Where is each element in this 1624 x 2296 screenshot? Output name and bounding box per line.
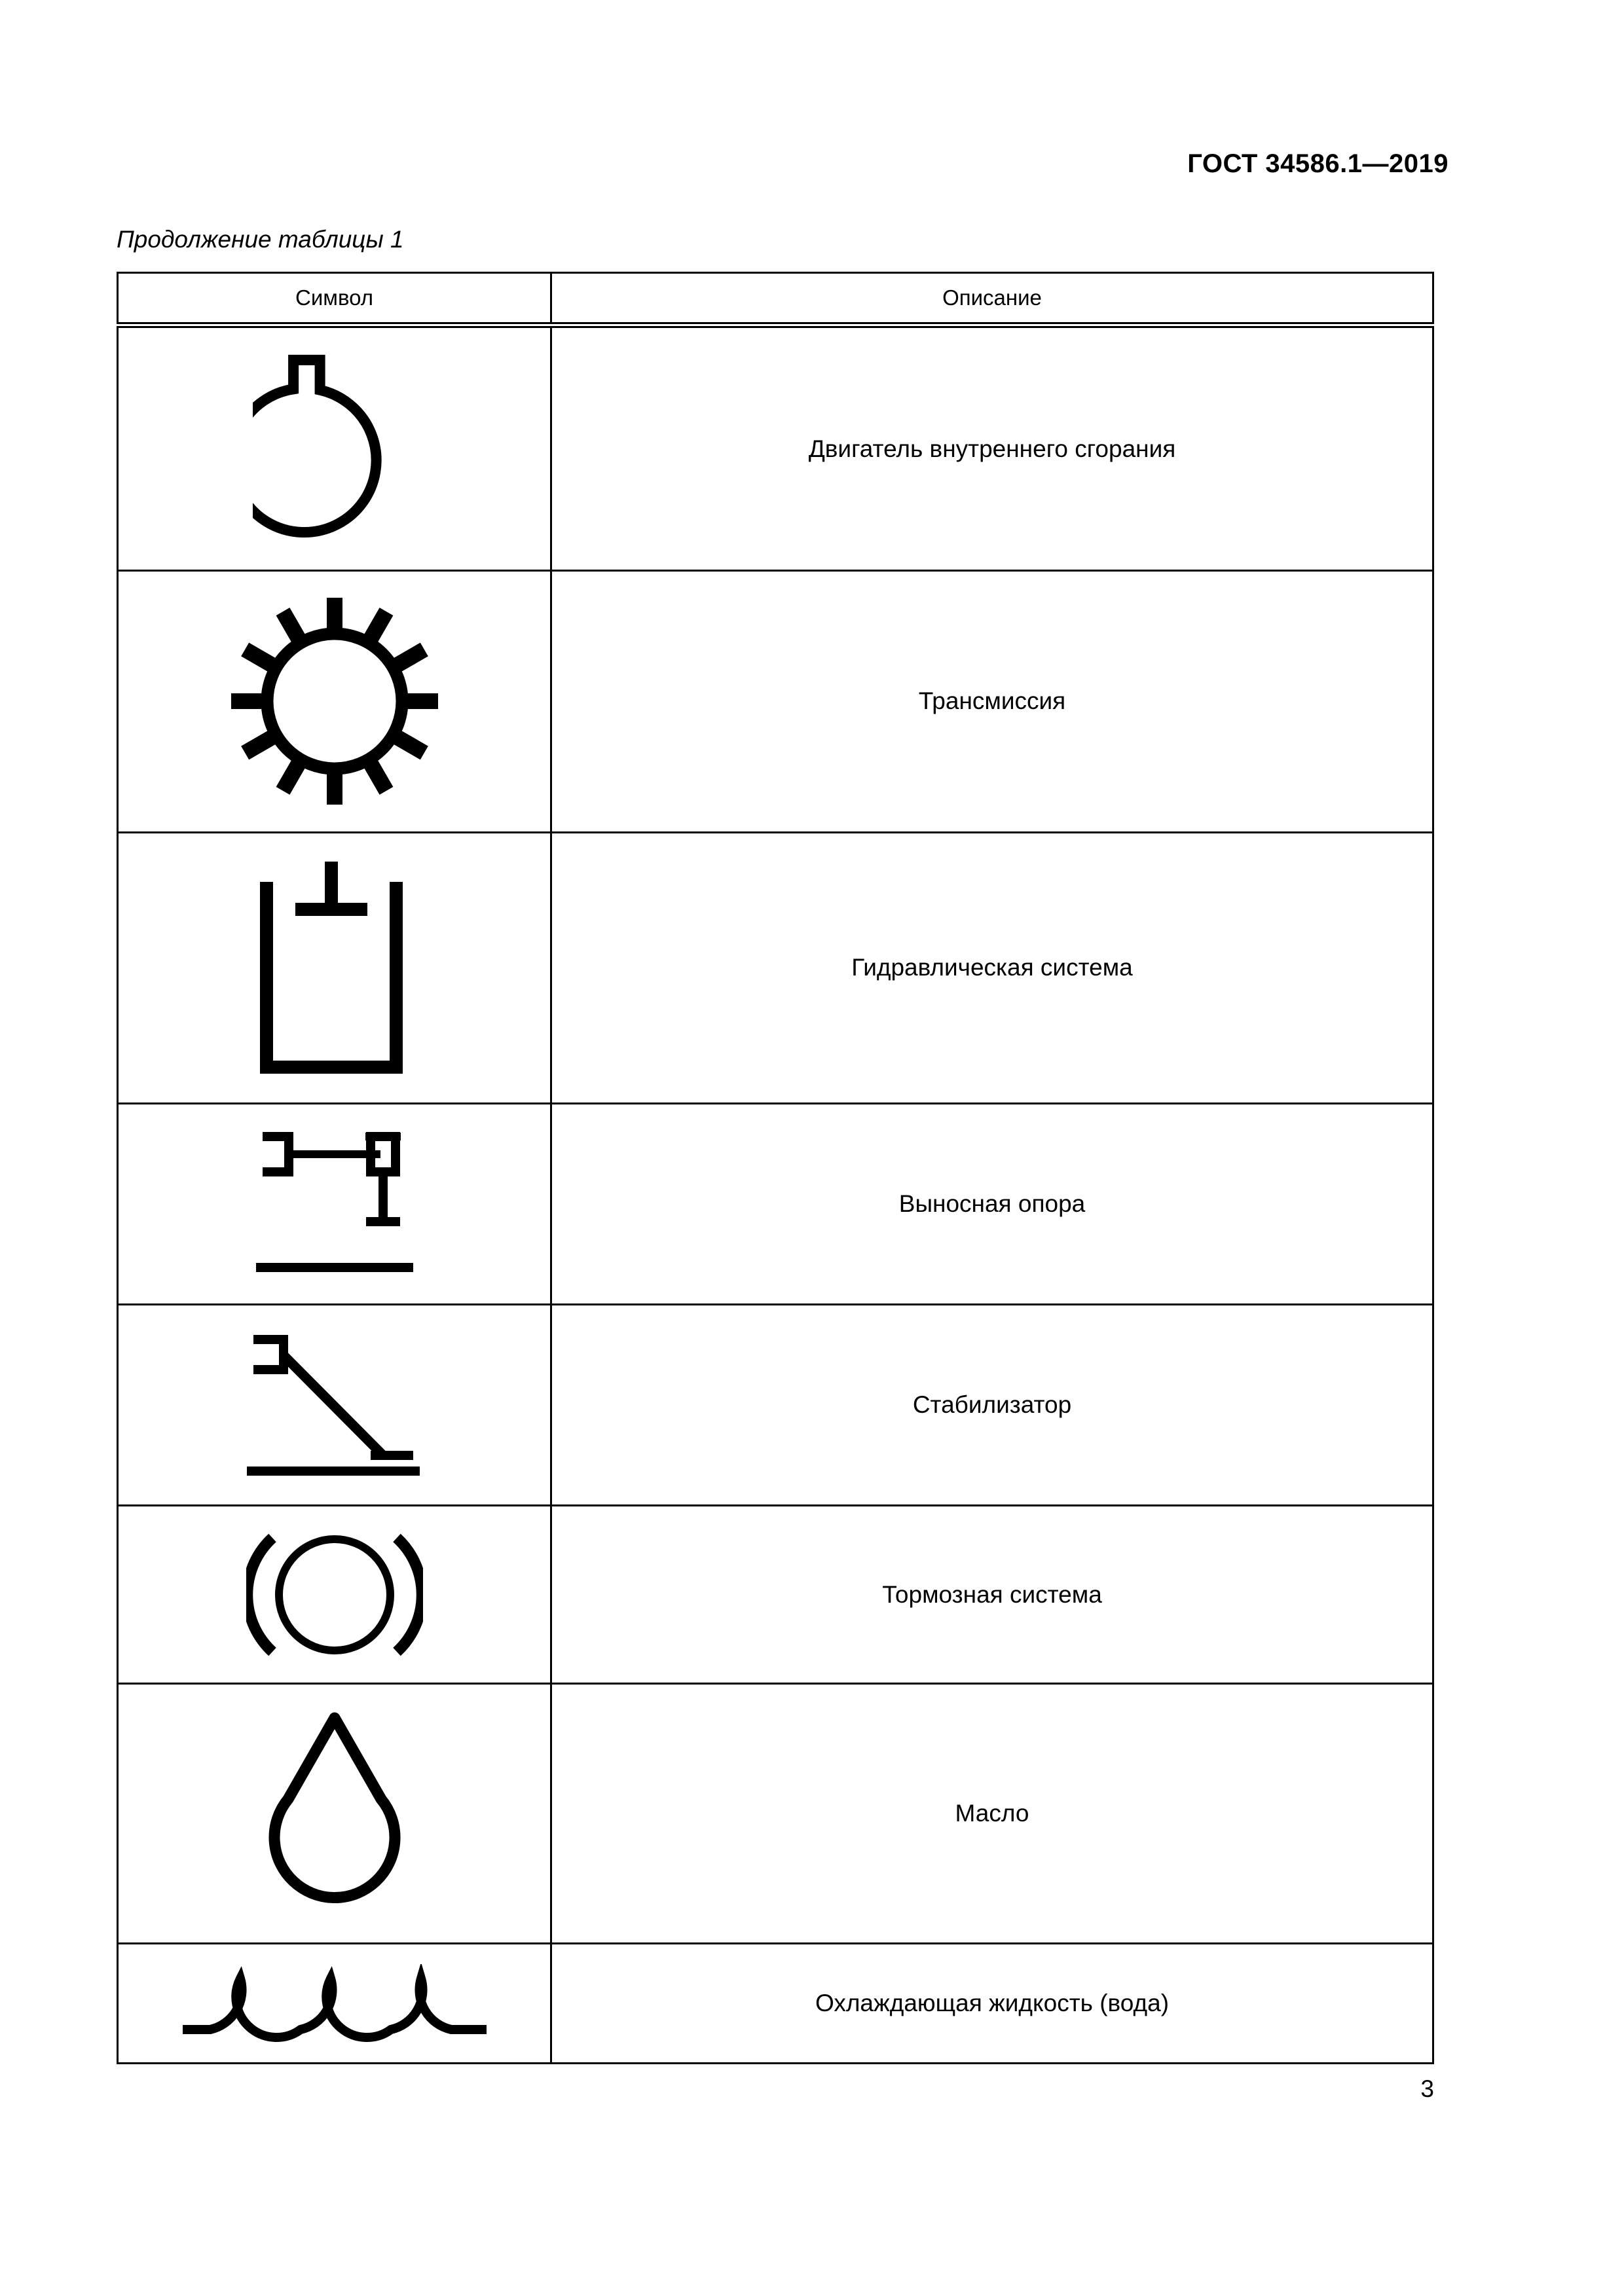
symbol-cell bbox=[118, 1944, 551, 2064]
gear-icon bbox=[230, 596, 439, 806]
table-row bbox=[118, 1506, 1433, 1684]
outrigger-icon bbox=[249, 1129, 420, 1279]
symbol-cell bbox=[118, 1103, 551, 1304]
column-header-description: Описание bbox=[551, 273, 1433, 325]
symbol-cell bbox=[118, 1684, 551, 1944]
engine-icon bbox=[253, 354, 416, 544]
document-code: ГОСТ 34586.1—2019 bbox=[1187, 149, 1449, 178]
description-cell: Выносная опора bbox=[551, 1103, 1433, 1304]
description-cell: Охлаждающая жидкость (вода) bbox=[551, 1944, 1433, 2064]
table-row bbox=[118, 1103, 1433, 1304]
table-row bbox=[118, 832, 1433, 1103]
stabilizer-icon bbox=[243, 1326, 426, 1484]
symbol-cell bbox=[118, 1304, 551, 1505]
description-cell: Масло bbox=[551, 1684, 1433, 1944]
description-cell: Тормозная система bbox=[551, 1506, 1433, 1684]
description-cell: Гидравлическая система bbox=[551, 832, 1433, 1103]
page-number: 3 bbox=[1420, 2075, 1434, 2102]
coolant-waves-icon bbox=[177, 1964, 492, 2043]
table-caption: Продолжение таблицы 1 bbox=[117, 226, 404, 253]
oil-drop-icon bbox=[259, 1709, 410, 1918]
description-cell: Трансмиссия bbox=[551, 570, 1433, 832]
table-header-row bbox=[118, 273, 1433, 325]
description-cell: Стабилизатор bbox=[551, 1304, 1433, 1505]
description-cell: Двигатель внутреннего сгорания bbox=[551, 325, 1433, 571]
hydraulic-cylinder-icon bbox=[259, 860, 410, 1076]
table-row bbox=[118, 325, 1433, 571]
table-row bbox=[118, 1944, 1433, 2064]
table-row bbox=[118, 1304, 1433, 1505]
symbol-cell bbox=[118, 325, 551, 571]
symbol-cell bbox=[118, 570, 551, 832]
symbols-table bbox=[117, 272, 1434, 2064]
table-row bbox=[118, 1684, 1433, 1944]
symbol-cell bbox=[118, 832, 551, 1103]
brake-icon bbox=[246, 1526, 423, 1664]
table-row bbox=[118, 570, 1433, 832]
symbol-cell bbox=[118, 1506, 551, 1684]
column-header-symbol: Символ bbox=[118, 273, 551, 325]
